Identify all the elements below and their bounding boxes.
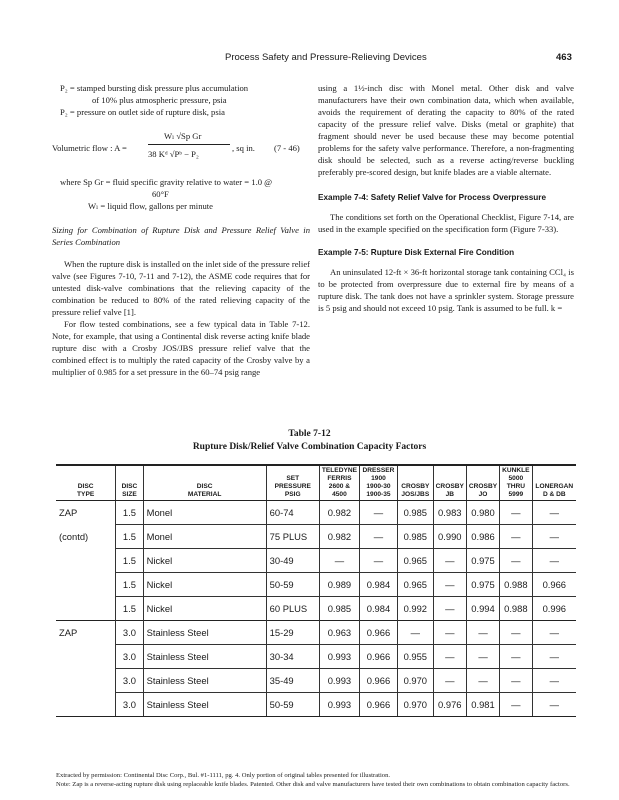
table-cell: — (532, 549, 576, 573)
capacity-factor-table (56, 464, 576, 717)
table-cell: — (397, 621, 433, 645)
table-cell: — (466, 669, 499, 693)
table-cell: — (532, 525, 576, 549)
table-cell: 0.984 (360, 573, 398, 597)
table-cell: 3.0 (116, 645, 143, 669)
table-cell: — (500, 645, 532, 669)
table-cell: Nickel (143, 573, 266, 597)
table-cell: 0.992 (397, 597, 433, 621)
page-number: 463 (556, 52, 572, 63)
table-cell: — (360, 549, 398, 573)
source-note: Extracted by permission: Continental Disc Corp., Bul. #1-1111, pg. 4. Only portion of original tables presented for illustration. (56, 772, 391, 779)
table-cell: 0.993 (319, 669, 359, 693)
table-cell: 0.975 (466, 573, 499, 597)
table-title: Rupture Disk/Relief Valve Combination Capacity Factors (192, 442, 427, 452)
table-cell: Nickel (143, 597, 266, 621)
table-cell: 0.989 (319, 573, 359, 597)
table-cell: 0.985 (397, 525, 433, 549)
example-7-4-heading: Example 7-4: Safety Relief Valve for Process Overpressure (318, 193, 547, 202)
equation-definitions: where Sp Gr = fluid specific gravity relative to water = 1.0 @ 60°F Wₗ = liquid flow, gallons per minute (60, 177, 273, 211)
table-row (56, 501, 576, 525)
column-header: DRESSER 1900 1900-30 1900-35 (360, 465, 398, 501)
table-row (56, 693, 576, 717)
table-cell: 0.970 (397, 693, 433, 717)
paragraph: The conditions set forth on the Operational Checklist, Figure 7-14, are used in the example specified on the specification form (Figure 7-33). (318, 212, 574, 234)
column-header: DISC SIZE (116, 465, 143, 501)
table-cell: ZAP (59, 507, 78, 519)
table-cell: 0.990 (433, 525, 466, 549)
table-cell: 0.985 (319, 597, 359, 621)
table-row (56, 669, 576, 693)
example-7-5-heading: Example 7-5: Rupture Disk External Fire Condition (318, 248, 515, 257)
table-cell (56, 597, 116, 621)
paragraph: When the rupture disk is installed on the inlet side of the pressure relief valve (see Figures 7-10, 7-11 and 7-12), the ASME code requires that for untested disk-valve combinations that the relieving capacity of the combination be reduced to 80% of the rated relieving capacity of the pressure relief valve [1]. (52, 259, 310, 317)
table-cell (56, 645, 116, 669)
table-cell: 3.0 (116, 693, 143, 717)
table-cell: 1.5 (116, 573, 143, 597)
right-column (318, 82, 574, 314)
table-cell: 0.966 (360, 621, 398, 645)
table-cell (56, 549, 116, 573)
table-cell: 0.965 (397, 573, 433, 597)
table-cell: Nickel (143, 549, 266, 573)
column-header: CROSBY JO (466, 465, 499, 501)
table-cell: 50-59 (266, 573, 319, 597)
footnote: Note: Zap is a reverse-acting rupture disk using replaceable knife blades. Patented. Other disk and valve manufacturers have tested their own combinations to obtain combination capacity factors. (56, 780, 570, 788)
table-cell: — (360, 501, 398, 525)
table-cell: Stainless Steel (143, 621, 266, 645)
table-cell: 15-29 (266, 621, 319, 645)
table-row (56, 597, 576, 621)
table-cell: 75 PLUS (266, 525, 319, 549)
column-header: DISC TYPE (56, 465, 116, 501)
table-cell: 1.5 (116, 549, 143, 573)
running-header (0, 52, 619, 68)
table-cell: 0.996 (532, 597, 576, 621)
table-cell: 0.993 (319, 645, 359, 669)
table-cell: 0.993 (319, 693, 359, 717)
header-row (56, 465, 576, 501)
table-cell: — (500, 621, 532, 645)
table-cell: 0.984 (360, 597, 398, 621)
table-cell: 0.966 (360, 669, 398, 693)
table-cell: — (532, 693, 576, 717)
column-header: LONERGAN D & DB (532, 465, 576, 501)
paragraph: using a 1½-inch disc with Monel metal. Other disk and valve manufacturers have their own combination data, which when available, avoids the requirement of derating the capacity to 80% of the rated capacity of the pressure relief valve. Disks (metal or graphite) that fragment should never be used because these may become potential problems for the safety valve performance. Therefore, a non-fragmenting disk should be selected, such as a reverse acting/reverse buckling preferably pre-scored design, but knife blades are a viable alternate. (318, 83, 574, 177)
table-cell: 30-34 (266, 645, 319, 669)
table-cell: 3.0 (116, 621, 143, 645)
column-header: SET PRESSURE PSIG (266, 465, 319, 501)
table-notes (56, 772, 576, 789)
table-cell: 0.980 (466, 501, 499, 525)
equation-denominator: 38 Kᵈ √Pᵇ − P₂ (148, 149, 199, 159)
table-cell: 0.982 (319, 501, 359, 525)
table-cell: 35-49 (266, 669, 319, 693)
table-cell: — (500, 669, 532, 693)
table-cell: 0.970 (397, 669, 433, 693)
column-header: TELEDYNE FERRIS 2600 & 4500 (319, 465, 359, 501)
table-cell (56, 573, 116, 597)
table-cell: — (319, 549, 359, 573)
definition-p2: P₂ = pressure on outlet side of rupture disk, psia (60, 107, 225, 117)
table-cell: 0.994 (466, 597, 499, 621)
table-row (56, 549, 576, 573)
equation-label: Volumetric flow : A = (52, 143, 127, 153)
paragraph: For flow tested combinations, see a few typical data in Table 7-12. Note, for example, that using a Continental disk reverse acting knife blade rupture disc with a Crosby JOS/JBS pressure relief valve that the combined effect is to multiply the rated capacity of the Crosby valve by a multiplier of 0.985 for a set pressure in the 60–74 psig range (52, 319, 310, 377)
table-cell: — (433, 645, 466, 669)
table-cell: 0.965 (397, 549, 433, 573)
table-number: Table 7-12 (288, 429, 331, 439)
fraction-bar (148, 144, 230, 145)
table-cell: (contd) (59, 531, 89, 542)
table-body (56, 501, 576, 717)
table-row (56, 621, 576, 645)
table-cell: 0.981 (466, 693, 499, 717)
column-header: CROSBY JOS/JBS (397, 465, 433, 501)
table-cell: 0.966 (360, 645, 398, 669)
table-cell: — (433, 573, 466, 597)
table-cell: — (500, 549, 532, 573)
table-cell: 50-59 (266, 693, 319, 717)
column-header: CROSBY JB (433, 465, 466, 501)
table-cell (56, 693, 116, 717)
table-cell: — (466, 645, 499, 669)
table-cell: 3.0 (116, 669, 143, 693)
table-row (56, 525, 576, 549)
table-cell: Monel (143, 501, 266, 525)
table-cell: — (500, 525, 532, 549)
equation-unit: , sq in. (232, 143, 255, 153)
table-cell: — (500, 501, 532, 525)
table-cell: 0.982 (319, 525, 359, 549)
left-column (52, 82, 310, 378)
equation-numerator: Wₗ √Sp Gr (164, 131, 202, 141)
table-cell: ZAP (56, 621, 116, 645)
table-cell: 0.963 (319, 621, 359, 645)
equation-number: (7 - 46) (274, 143, 300, 153)
table-cell: 0.975 (466, 549, 499, 573)
paragraph: An uninsulated 12-ft × 36-ft horizontal storage tank containing CCl₄ is to be protected from overpressure due to external fire by means of a rupture disk. The tank does not have a sprinkler system. Storage pressure is 5 psig and should not exceed 10 psig. Tank is assumed to be full. k = (318, 267, 574, 313)
table-cell: Stainless Steel (143, 669, 266, 693)
table-cell: 1.5 (116, 597, 143, 621)
table-cell: 0.988 (500, 573, 532, 597)
table-cell: — (532, 669, 576, 693)
table-cell: Monel (143, 525, 266, 549)
table-cell (56, 669, 116, 693)
table-cell: 0.985 (397, 501, 433, 525)
table-cell: Stainless Steel (143, 693, 266, 717)
table-cell: — (433, 597, 466, 621)
table-cell: — (500, 693, 532, 717)
table-cell: 30-49 (266, 549, 319, 573)
table-cell: 0.966 (360, 693, 398, 717)
table-cell: 0.976 (433, 693, 466, 717)
table-cell: — (532, 645, 576, 669)
table-cell: 0.955 (397, 645, 433, 669)
table-cell: 0.983 (433, 501, 466, 525)
definition-p1: P₂ = stamped bursting disk pressure plus accumulation of 10% plus atmospheric pressure, psia (60, 83, 249, 105)
section-subheading: Sizing for Combination of Rupture Disk and Pressure Relief Valve in Series Combination (52, 225, 310, 247)
data-table (56, 464, 576, 717)
table-cell: — (360, 525, 398, 549)
table-cell: 0.988 (500, 597, 532, 621)
table-cell: 60-74 (266, 501, 319, 525)
table-cell: 0.966 (532, 573, 576, 597)
equation-7-46 (52, 124, 310, 172)
column-header: KUNKLE 5000 THRU 5999 (500, 465, 532, 501)
table-cell: — (532, 621, 576, 645)
running-title: Process Safety and Pressure-Relieving Devices (225, 52, 427, 63)
table-cell: — (433, 549, 466, 573)
table-cell: 0.986 (466, 525, 499, 549)
table-cell: — (433, 669, 466, 693)
column-header: DISC MATERIAL (143, 465, 266, 501)
table-cell: 1.5 (116, 525, 143, 549)
table-cell: Stainless Steel (143, 645, 266, 669)
table-cell: 60 PLUS (266, 597, 319, 621)
table-row (56, 573, 576, 597)
table-cell: — (466, 621, 499, 645)
table-cell: — (532, 501, 576, 525)
table-cell: — (433, 621, 466, 645)
table-cell: 1.5 (116, 501, 143, 525)
table-row (56, 645, 576, 669)
